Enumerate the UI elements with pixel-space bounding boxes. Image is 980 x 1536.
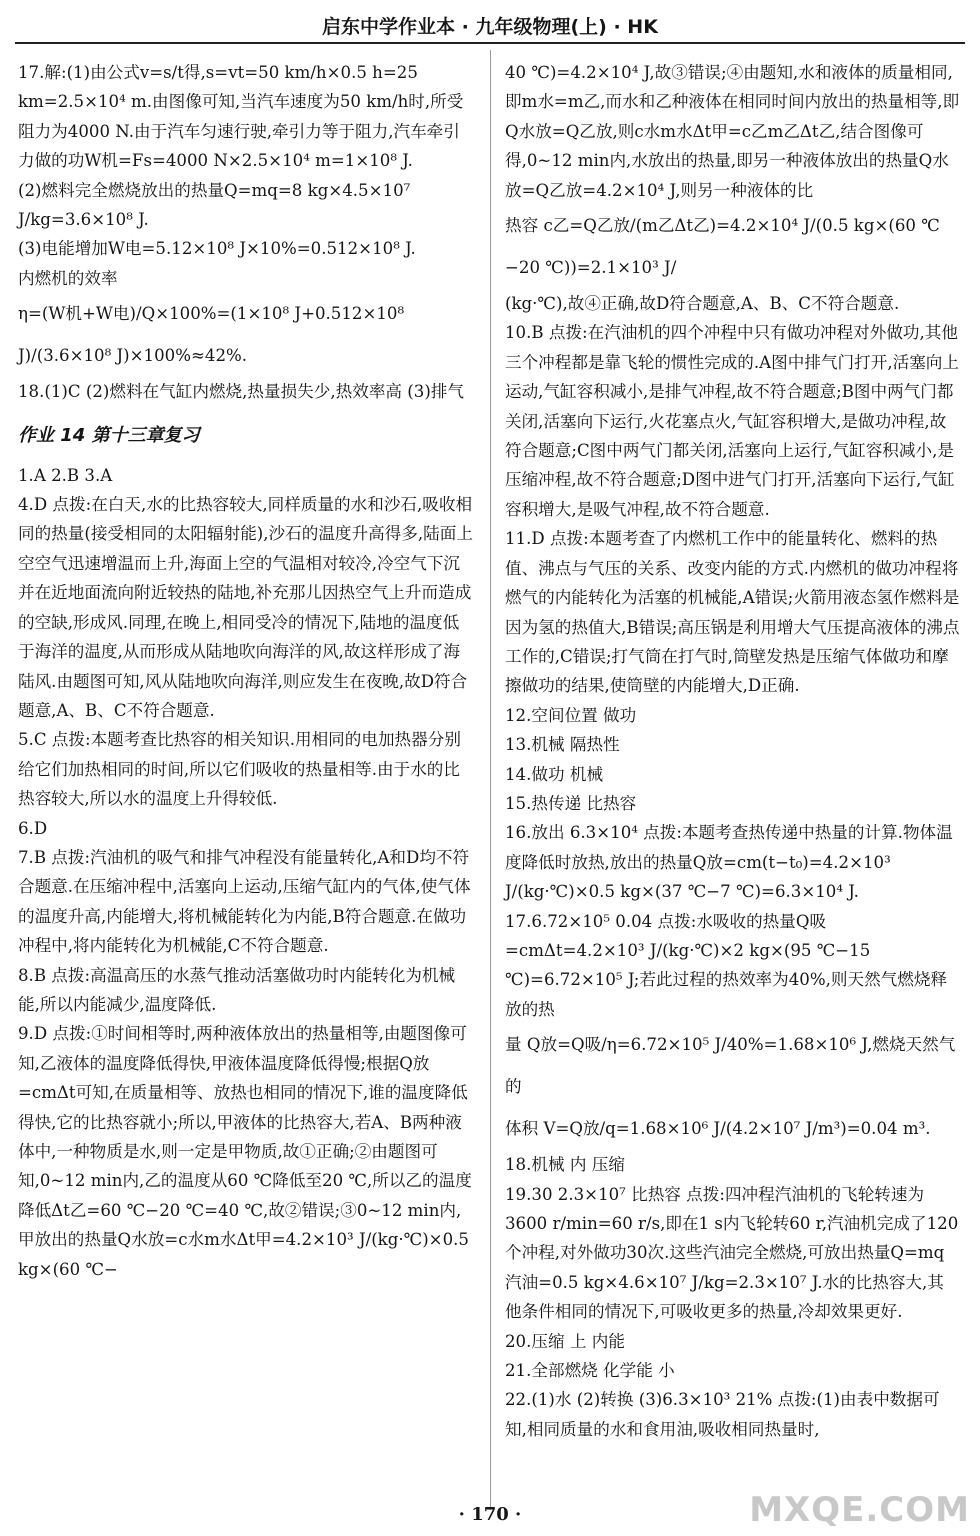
answer-21: 21.全部燃烧 化学能 小	[505, 1361, 675, 1381]
answer-19: 19.30 2.3×10⁷ 比热容 点拨:四冲程汽油机的飞轮转速为3600 r/min=60 r/s,即在1 s内飞轮转60 r,汽油机完成了120个冲程,对外做功30次.这些汽油完全燃烧,可放出热量Q=mq汽油=0.5 kg×4.6×10⁷ J/kg=2.3×10⁷ J.水的比热容大,其他条件相同的情况下,可吸收更多的热量,冷却效果更好.	[505, 1184, 959, 1322]
page-number: · 170 ·	[458, 1504, 522, 1525]
answer-11: 11.D 点拨:本题考查了内燃机工作中的能量转化、燃料的热值、沸点与气压的关系、改变内能的方式.内燃机的做功冲程将燃气的内能转化为活塞的机械能,A错误;火箭用液态氢作燃料是因为氢的热值大,B错误;高压锅是利用增大气压提高液体的沸点工作的,C错误;打气筒在打气时,筒壁发热是压缩气体做功和摩擦做功的结果,使筒壁的内能增大,D正确.	[505, 529, 960, 696]
answer-18-right: 18.机械 内 压缩	[505, 1155, 625, 1175]
specific-heat-formula: 热容 c乙=Q乙放/(m乙Δt乙)=4.2×10⁴ J/(0.5 kg×(60 ℃−20 ℃))=2.1×10³ J/	[505, 216, 940, 278]
column-divider	[490, 50, 491, 1510]
answer-14: 14.做功 机械	[505, 764, 604, 784]
answer-10: 10.B 点拨:在汽油机的四个冲程中只有做功冲程对外做功,其他三个冲程都是靠飞轮的惯性完成的.A图中排气门打开,活塞向上运动,气缸容积减小,是排气冲程,故不符合题意;B图中两气门都关闭,活塞向下运行,火花塞点火,气缸容积增大,是做功冲程,故符合题意;C图中两气门都关闭,活塞向上运行,气缸容积减小,是压缩冲程,故不符合题意;D图中进气门打开,活塞向下运行,气缸容积增大,是吸气冲程,故不符合题意.	[505, 323, 959, 519]
answer-7: 7.B 点拨:汽油机的吸气和排气冲程没有能量转化,A和D均不符合题意.在压缩冲程中,活塞向上运动,压缩气缸内的气体,使气体的温度升高,内能增大,将机械能转化为内能,B符合题意.在做功冲程中,将内能转化为机械能,C不符合题意.	[18, 847, 471, 956]
efficiency-formula: η=(W机+W电)/Q×100%=(1×10⁸ J+0.512×10⁸ J)/(3.6×10⁸ J)×100%≈42%.	[18, 304, 410, 366]
answer-17-right: 17.6.72×10⁵ 0.04 点拨:水吸收的热量Q吸=cmΔt=4.2×10³ J/(kg·℃)×2 kg×(95 ℃−15 ℃)=6.72×10⁵ J;若此过程的热效率为40%,则天然气燃烧释放的热	[505, 911, 948, 1019]
answer-6: 6.D	[18, 818, 48, 838]
heat-release-formula: 量 Q放=Q吸/η=6.72×10⁵ J/40%=1.68×10⁶ J,燃烧天然气的	[505, 1035, 956, 1097]
watermark-logo: MXQE.COM	[749, 1490, 970, 1530]
answer-20: 20.压缩 上 内能	[505, 1331, 625, 1351]
answer-17: 17.解:(1)由公式v=s/t得,s=vt=50 km/h×0.5 h=25 km=2.5×10⁴ m.由图像可知,当汽车速度为50 km/h时,所受阻力为4000 N.由于汽车匀速行驶,牵引力等于阻力,汽车牵引力做的功W机=Fs=4000 N×2.5×10⁴ m=1×10⁸ J.	[18, 63, 464, 171]
answer-15: 15.热传递 比热容	[505, 793, 637, 813]
right-column	[505, 58, 960, 1444]
answer-22: 22.(1)水 (2)转换 (3)6.3×10³ 21% 点拨:(1)由表中数据可知,相同质量的水和食用油,吸收相同热量时,	[505, 1390, 940, 1439]
answer-16: 16.放出 6.3×10⁴ 点拨:本题考查热传递中热量的计算.物体温度降低时放热,放出的热量Q放=cm(t−t₀)=4.2×10³ J/(kg·℃)×0.5 kg×(37 ℃−7 ℃)=6.3×10⁴ J.	[505, 823, 953, 902]
answer-8: 8.B 点拨:高温高压的水蒸气推动活塞做功时内能转化为机械能,所以内能减少,温度降低.	[18, 965, 456, 1014]
answer-17-part3: (3)电能增加W电=5.12×10⁸ J×10%=0.512×10⁸ J.	[18, 239, 416, 259]
answer-9-continued: 40 ℃)=4.2×10⁴ J,故③错误;④由题知,水和液体的质量相同,即m水=m乙,而水和乙种液体在相同时间内放出的热量相等,即Q水放=Q乙放,则c水m水Δt甲=c乙m乙Δt乙,结合图像可得,0~12 min内,水放出的热量,即另一种液体放出的热量Q水放=Q乙放=4.2×10⁴ J,则另一种液体的比	[505, 63, 960, 200]
efficiency-label: 内燃机的效率	[18, 268, 118, 288]
left-column	[18, 58, 474, 1284]
answer-13: 13.机械 隔热性	[505, 735, 620, 755]
answer-5: 5.C 点拨:本题考查比热容的相关知识.用相同的电加热器分别给它们加热相同的时间,所以它们吸收的热量相等.由于水的比热容较大,所以水的温度上升得较低.	[18, 730, 461, 809]
answer-12: 12.空间位置 做功	[505, 705, 637, 725]
answers-1-3: 1.A 2.B 3.A	[18, 465, 113, 485]
gas-volume-formula: 体积 V=Q放/q=1.68×10⁶ J/(4.2×10⁷ J/m³)=0.04 m³.	[505, 1119, 931, 1139]
answer-18: 18.(1)C (2)燃料在气缸内燃烧,热量损失少,热效率高 (3)排气	[18, 382, 464, 402]
page-header-title: 启东中学作业本 · 九年级物理(上) · HK	[322, 16, 658, 38]
section-title: 作业 14 第十三章复习	[18, 424, 200, 446]
answer-4: 4.D 点拨:在白天,水的比热容较大,同样质量的水和沙石,吸收相同的热量(接受相同的太阳辐射能),沙石的温度升高得多,陆面上空空气迅速增温而上升,海面上空的气温相对较冷,冷空气下沉并在近地面流向附近较热的陆地,补充那儿因热空气上升而造成的空缺,形成风.同理,在晚上,相同受冷的情况下,陆地的温度低于海洋的温度,从而形成从陆地吹向海洋的风,故这样形成了海陆风.由题图可知,风从陆地吹向海洋,则应发生在夜晚,故D符合题意,A、B、C不符合题意.	[18, 495, 473, 720]
answer-17-part2: (2)燃料完全燃烧放出的热量Q=mq=8 kg×4.5×10⁷ J/kg=3.6×10⁸ J.	[18, 180, 416, 230]
header-rule	[15, 42, 965, 44]
answer-9: 9.D 点拨:①时间相等时,两种液体放出的热量相等,由题图像可知,乙液体的温度降低得快,甲液体温度降低得慢;根据Q放=cmΔt可知,在质量相等、放热也相同的情况下,谁的温度降低得快,它的比热容就小;所以,甲液体的比热容大,若A、B两种液体中,一种物质是水,则一定是甲物质,故①正确;②由题图可知,0~12 min内,乙的温度从60 ℃降低至20 ℃,所以乙的温度降低Δt乙=60 ℃−20 ℃=40 ℃,故②错误;③0~12 min内,甲放出的热量Q水放=c水m水Δt甲=4.2×10³ J/(kg·℃)×0.5 kg×(60 ℃−	[18, 1024, 475, 1279]
answer-9-conclusion: (kg·℃),故④正确,故D符合题意,A、B、C不符合题意.	[505, 294, 900, 314]
